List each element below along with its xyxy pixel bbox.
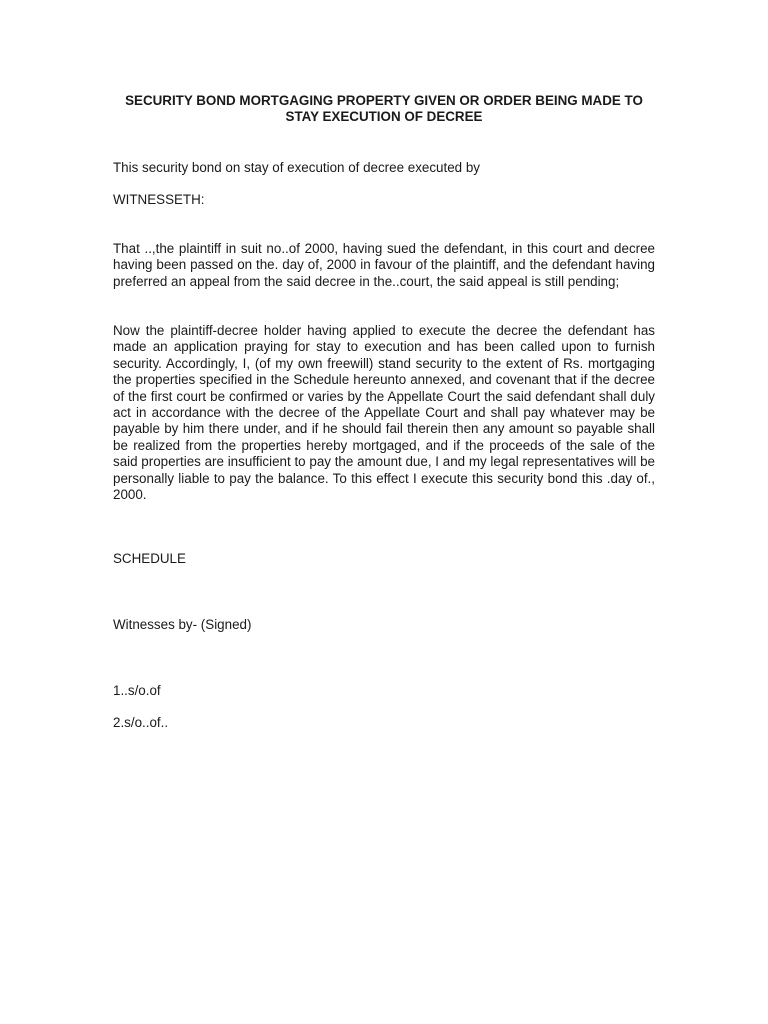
intro-line: This security bond on stay of execution of decree executed by <box>113 160 480 175</box>
paragraph-security-covenant: Now the plaintiff-decree holder having applied to execute the decree the defendant has made an application praying for stay to execution and has been called upon to furnish security. Accordingly, I, (of my own freewill) stand security to the extent of Rs. mortgaging the properties specified in the Schedule hereunto annexed, and covenant that if the decree of the first court be confirmed or varies by the Appellate Court the said defendant shall duly act in accordance with the decree of the Appellate Court and shall pay whatever may be payable by him there under, and if he should fail therein then any amount so payable shall be realized from the properties hereby mortgaged, and if the proceeds of the sale of the said properties are insufficient to pay the amount due, I and my legal representatives will be personally liable to pay the balance. To this effect I execute this security bond this .day of., 2000. <box>113 323 655 503</box>
witnesseth-heading: WITNESSETH: <box>113 192 205 207</box>
paragraph-appeal-pending: That ..,the plaintiff in suit no..of 2000, having sued the defendant, in this court and decree having been passed on the. day of, 2000 in favour of the plaintiff, and the defendant having preferred an appeal from the said decree in the..court, the said appeal is still pending; <box>113 241 655 289</box>
document-title: SECURITY BOND MORTGAGING PROPERTY GIVEN OR ORDER BEING MADE TO STAY EXECUTION OF DECREE <box>125 93 643 124</box>
schedule-heading: SCHEDULE <box>113 551 186 566</box>
witnesses-line: Witnesses by- (Signed) <box>113 617 252 632</box>
witness-2-line: 2.s/o..of.. <box>113 715 169 730</box>
witness-1-line: 1..s/o.of <box>113 683 161 698</box>
